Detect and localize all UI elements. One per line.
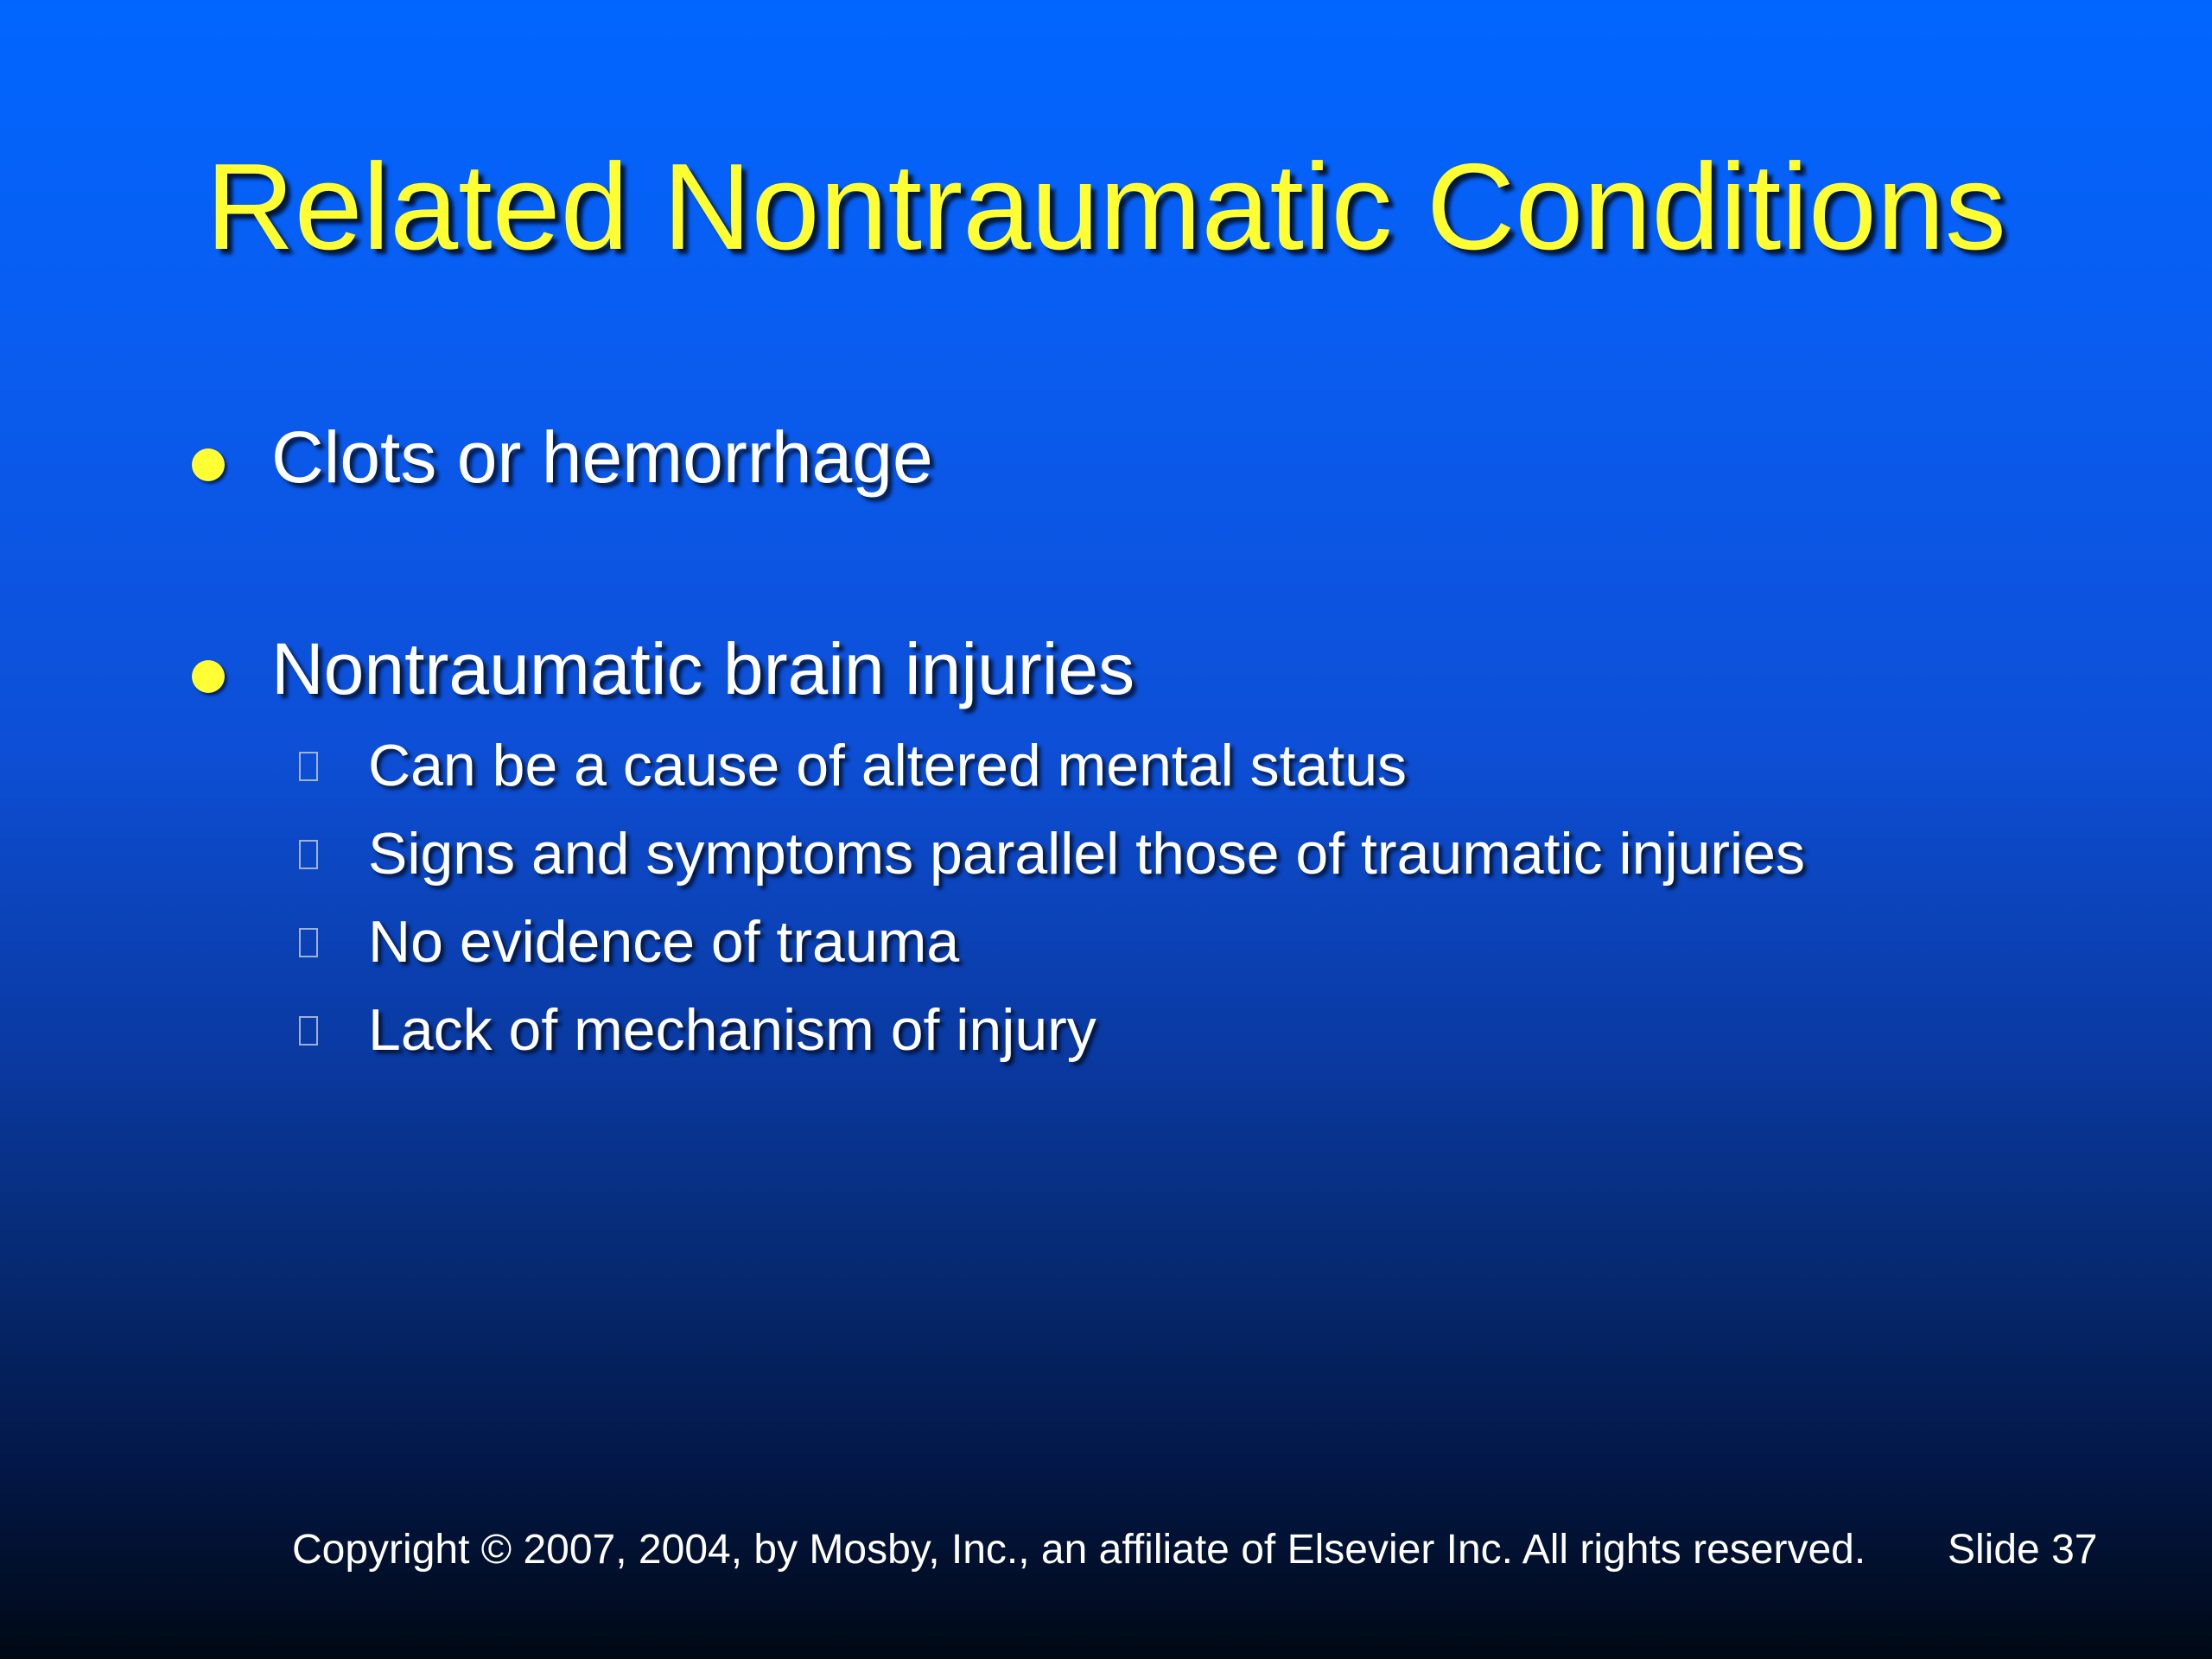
sub-item-no-evidence-of-trauma: No evidence of trauma <box>368 909 960 975</box>
footer-slide-number: Slide 37 <box>1948 1527 2098 1573</box>
sub-bullet-icon <box>299 752 318 781</box>
sub-item-signs-and-symptoms: Signs and symptoms parallel those of traumatic injuries <box>368 821 1805 887</box>
bullet-dot-icon <box>192 448 225 481</box>
sub-item-altered-mental-status: Can be a cause of altered mental status <box>368 733 1408 798</box>
sub-bullet-icon <box>299 1016 318 1046</box>
slide-title: Related Nontraumatic Conditions <box>206 138 2006 276</box>
footer-copyright: Copyright © 2007, 2004, by Mosby, Inc., an affiliate of Elsevier Inc. All rights reserved. <box>292 1527 1866 1573</box>
sub-item-lack-of-mechanism: Lack of mechanism of injury <box>368 997 1096 1063</box>
bullet-dot-icon <box>192 660 225 693</box>
sub-bullet-icon <box>299 928 318 957</box>
bullet-nontraumatic-brain-injuries: Nontraumatic brain injuries <box>271 628 1135 709</box>
sub-bullet-icon <box>299 840 318 869</box>
bullet-clots-or-hemorrhage: Clots or hemorrhage <box>271 416 933 498</box>
